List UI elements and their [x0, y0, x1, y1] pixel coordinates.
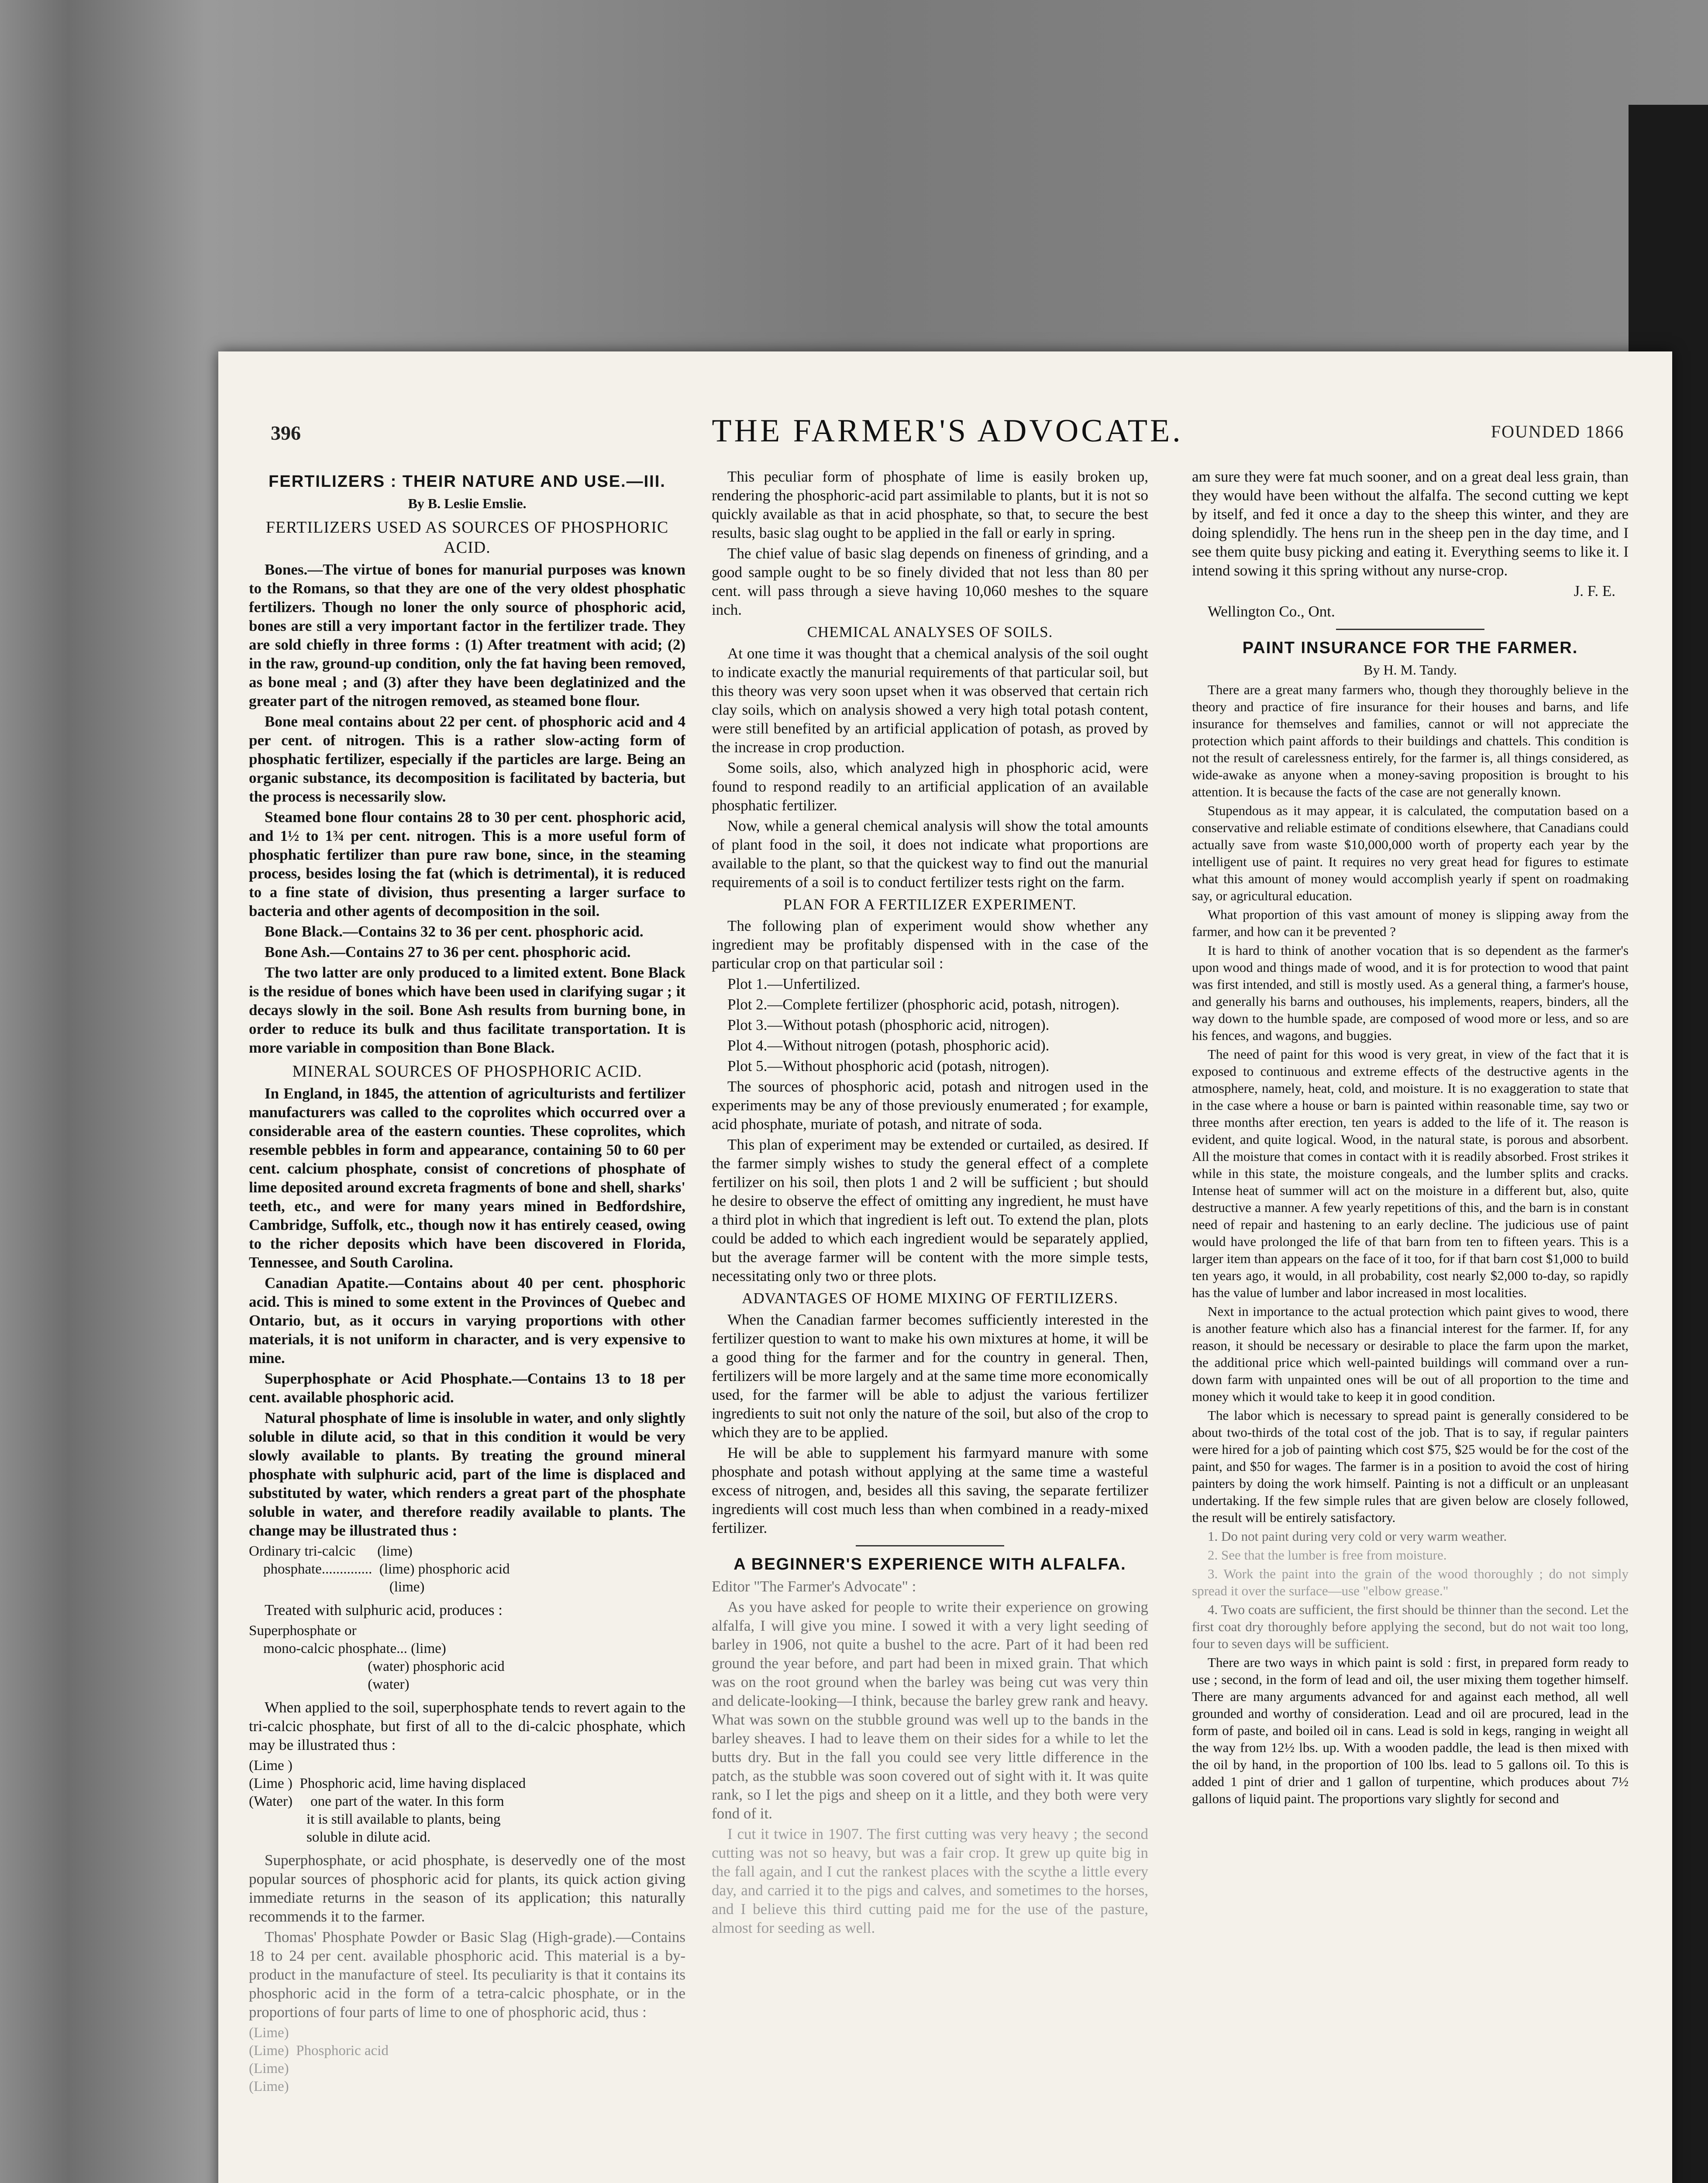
editor-salutation: Editor "The Farmer's Advocate" :	[712, 1578, 916, 1595]
paragraph-superphosphate: Superphosphate or Acid Phosphate.—Contains 13 to 18 per cent. available phosphoric acid.	[249, 1370, 685, 1406]
section-heading: ADVANTAGES OF HOME MIXING OF FERTILIZERS.	[742, 1290, 1118, 1307]
paragraph: The following plan of experiment would show whether any ingredient may be profitably dispensed with in the case of the particular crop on that particular soil :	[712, 917, 1148, 972]
paragraph-steamed-bone: Steamed bone flour contains 28 to 30 per cent. phosphoric acid, and 1½ to 1¾ per cent. nitrogen. This is a more useful form of phosphatic fertilizer than pure raw bone, since, in the steaming process, besides losing the fat (which is detrimental), it is reduced to a fine state of division, thus presenting a larger surface to bacteria and other agents of decomposition in the soil.	[249, 809, 685, 919]
plot-item: Plot 5.—Without phosphoric acid (potash, nitrogen).	[727, 1057, 1050, 1074]
paragraph: The sources of phosphoric acid, potash and nitrogen used in the experiments may be any of those previously enumerated ; for example, acid phosphate, muriate of potash, and nitrate of soda.	[712, 1078, 1148, 1133]
signature: J. F. E.	[1574, 582, 1615, 599]
article-title: FERTILIZERS : THEIR NATURE AND USE.—III.	[269, 472, 666, 491]
formula-tetracalcic: (Lime) (Lime) Phosphoric acid (Lime) (Lime)	[249, 2025, 389, 2094]
article-byline: By H. M. Tandy.	[1364, 662, 1457, 678]
rule-item: 4. Two coats are sufficient, the first should be thinner than the second. Let the first coat dry thoroughly before applying the second, but do not wait too long, four to seven days will be sufficient.	[1192, 1602, 1629, 1651]
paragraph: am sure they were fat much sooner, and on a great deal less grain, than they would have been without the alfalfa. The second cutting we kept by itself, and fed it once a day to the sheep this winter, and they are doing splendidly. The hens run in the sheep pen in the day time, and I see them quite busy picking and eating it. Everything seems to like it. I intend sowing it this spring without any nurse-crop.	[1192, 468, 1629, 579]
page-number: 396	[271, 422, 301, 444]
paragraph: Stupendous as it may appear, it is calculated, the computation based on a conservative and reliable estimate of conditions elsewhere, that Canadians could actually save from waste $10,000,000 worth of property each year by the intelligent use of paint. It requires no very great head for figures to estimate what this amount of money would accomplish yearly if spent on roadmaking say, or agricultural education.	[1192, 803, 1629, 903]
paragraph-bone-ash: Bone Ash.—Contains 27 to 36 per cent. phosphoric acid.	[265, 943, 631, 961]
plot-item: Plot 3.—Without potash (phosphoric acid, nitrogen).	[727, 1016, 1050, 1033]
column-middle	[712, 467, 1148, 2183]
paragraph: Some soils, also, which analyzed high in phosphoric acid, were found to respond readily to an artificial application of an available phosphatic fertilizer.	[712, 759, 1148, 814]
article-title: A BEGINNER'S EXPERIENCE WITH ALFALFA.	[733, 1555, 1126, 1574]
paragraph-bones: Bones.—The virtue of bones for manurial purposes was known to the Romans, so that they are one of the very oldest phosphatic fertilizers. Though no loner the only source of phosphoric acid, bones are still a very important factor in the fertilizer trade. They are sold chiefly in three forms : (1) After treatment with acid; (2) in the raw, ground-up condition, only the fat having been removed, as bone meal ; and (3) after they have been deglatinized and the greater part of the nitrogen removed, as steamed bone flour.	[249, 561, 685, 709]
paragraph-thomas: Thomas' Phosphate Powder or Basic Slag (High-grade).—Contains 18 to 24 per cent. available phosphoric acid. This material is a by-product in the manufacture of steel. Its peculiarity is that it contains its phosphoric acid in the form of a tetra-calcic phosphate, or in the proportions of four parts of lime to one of phosphoric acid, thus :	[249, 1928, 685, 2021]
newspaper-page	[218, 351, 1672, 2183]
paragraph: This peculiar form of phosphate of lime is easily broken up, rendering the phosphoric-acid part assimilable to plants, but it is not so quickly available as that in acid phosphate, so that, to secure the best results, basic slag ought to be applied in the fall or early in spring.	[712, 468, 1148, 541]
location: Wellington Co., Ont.	[1208, 603, 1335, 620]
plot-item: Plot 4.—Without nitrogen (potash, phosphoric acid).	[727, 1037, 1050, 1054]
paragraph: It is hard to think of another vocation that is so dependent as the farmer's upon wood and things made of wood, and it is for protection to wood that paint was first intended, and still is mostly used. As a general thing, a farmer's house, and generally his barns and outhouses, his implements, reapers, binders, all the way down to the humble spade, are composed of wood more or less, and so are his fences, and wagons, and buggies.	[1192, 943, 1629, 1043]
paragraph-when-applied: When applied to the soil, superphosphate tends to revert again to the tri-calcic phosphate, but first of all to the di-calcic phosphate, which may be illustrated thus :	[249, 1699, 685, 1753]
paragraph: There are two ways in which paint is sold : first, in prepared form ready to use ; second, in the form of lead and oil, the user mixing them together himself. There are many arguments advanced for and against each method, all well grounded and worthy of consideration. Lead and oil are procured, lead in the form of paste, and boiled oil in cans. Lead is sold in kegs, ranging in weight all the way from 12½ lbs. up. With a wooden paddle, the lead is then mixed with the oil by hand, in the proportion of 100 lbs. lead to 5 gallons oil. To this is added 1 pint of drier and 1 gallon of turpentine, which produces about 7½ gallons of liquid paint. The proportions vary slightly for second and	[1192, 1655, 1629, 1806]
paragraph-bone-black: Bone Black.—Contains 32 to 36 per cent. phosphoric acid.	[265, 923, 644, 940]
paragraph-treated: Treated with sulphuric acid, produces :	[265, 1601, 503, 1618]
paragraph: The need of paint for this wood is very great, in view of the fact that it is exposed to continuous and extreme effects of the destructive agents in the atmosphere, namely, heat, cold, and moisture. It is no exaggeration to state that in the case where a house or barn is painted within reasonable time, say two or three months after erection, ten years is added to the life of it. The reason is evident, and quite logical. Wood, in the natural state, is porous and absorbent. All the moisture that comes in contact with it is readily absorbed. Frost strikes it while in this state, the moisture congeals, and the lumber splits and cracks. Intense heat of summer will act on the moisture in a different but, also, quite destructive a manner. A few yearly repetitions of this, and the barn is in constant need of repair and hastening to an early decline. The judicious use of paint would have prolonged the life of that barn from ten to fifteen years. This is a larger item than appears on the face of it too, for if that barn cost $1,000 to build ten years ago, it would, in all probability, cost nearly $2,000 to-day, so rapidly has the value of lumber and labor increased in most localities.	[1192, 1047, 1629, 1300]
section-heading: PLAN FOR A FERTILIZER EXPERIMENT.	[783, 896, 1077, 913]
article-byline: By B. Leslie Emslie.	[408, 496, 527, 511]
paragraph-superphosphate-2: Superphosphate, or acid phosphate, is deservedly one of the most popular sources of phosphoric acid for plants, its quick action giving immediate returns in the season of its application; this naturally recommends it to the farmer.	[249, 1852, 685, 1925]
rule-item: 1. Do not paint during very cold or very warm weather.	[1208, 1529, 1507, 1544]
section-heading: MINERAL SOURCES OF PHOSPHORIC ACID.	[292, 1062, 642, 1081]
formula-dicalcic: (Lime ) (Lime ) Phosphoric acid, lime having displaced (Water) one part of the water. In this form it is still available to plants, being soluble in dilute acid.	[249, 1758, 526, 1845]
paragraph-bone-meal: Bone meal contains about 22 per cent. of phosphoric acid and 4 per cent. of nitrogen. This is a rather slow-acting form of phosphatic fertilizer, especially if the particles are large. Being an organic substance, its decomposition is facilitated by bacteria, but the process is necessarily slow.	[249, 713, 685, 805]
paragraph: Next in importance to the actual protection which paint gives to wood, there is another feature which also has a financial interest for the farmer. If, for any reason, it should be necessary or desirable to place the farm upon the market, the additional price which well-painted buildings will command over a run-down farm with unpainted ones will be out of all proportion to the time and money which it would take to keep it in good condition.	[1192, 1304, 1629, 1404]
masthead-title: THE FARMER'S ADVOCATE.	[712, 413, 1183, 449]
paragraph: The labor which is necessary to spread paint is generally considered to be about two-thirds of the total cost of the job. That is to say, if regular painters were hired for a job of painting which cost $75, $25 would be for the cost of the paint, and $50 for wages. The farmer is in a position to avoid the cost of hiring painters by doing the work himself. Painting is not a difficult or an unpleasant undertaking. If the few simple rules that are given below are closely followed, the result will be entirely satisfactory.	[1192, 1408, 1629, 1525]
rule-item: 3. Work the paint into the grain of the wood thoroughly ; do not simply spread it over the surface—use "elbow grease."	[1192, 1566, 1629, 1598]
section-heading: FERTILIZERS USED AS SOURCES OF PHOSPHORIC ACID.	[265, 518, 669, 557]
article-title: PAINT INSURANCE FOR THE FARMER.	[1242, 639, 1578, 657]
formula-tricalcic: Ordinary tri-calcic (lime) phosphate.............. (lime) phosphoric acid (lime)	[249, 1543, 510, 1595]
divider-rule	[1336, 629, 1484, 630]
plot-item: Plot 2.—Complete fertilizer (phosphoric acid, potash, nitrogen).	[727, 996, 1120, 1013]
formula-monocalcic: Superphosphate or mono-calcic phosphate... (lime) (water) phosphoric acid (water)	[249, 1623, 505, 1692]
paragraph-two-latter: The two latter are only produced to a limited extent. Bone Black is the residue of bones which have been used in clarifying sugar ; it decays slowly in the soil. Bone Ash results from burning bone, in order to reduce its bulk and thus facilitate transportation. It is more variable in composition than Bone Black.	[249, 964, 685, 1056]
paragraph: What proportion of this vast amount of money is slipping away from the farmer, and how can it be prevented ?	[1192, 907, 1629, 939]
column-right	[1192, 467, 1629, 2183]
divider-rule	[856, 1545, 1004, 1546]
masthead	[271, 413, 1624, 461]
paragraph: The chief value of basic slag depends on fineness of grinding, and a good sample ought to be so finely divided that not less than 80 per cent. will pass through a sieve having 10,060 meshes to the square inch.	[712, 545, 1148, 618]
paragraph: As you have asked for people to write their experience on growing alfalfa, I will give you mine. I sowed it with a very light seeding of barley in 1906, not quite a bushel to the acre. Part of it had been red ground the year before, and part had been in mixed grain. That which was on the root ground when the barley was being cut was very thin and delicate-looking—I think, because the barley grew rank and heavy. What was sown on the stubble ground was well up to the bands in the barley sheaves. I had to leave them on their sides for a while to let the butts dry. But in the fall you could see very little difference in the patch, as the stubble was soon covered out of sight with it. It was quite rank, so I let the pigs and sheep on it a little, and they both were very fond of it.	[712, 1598, 1148, 1822]
paragraph: There are a great many farmers who, though they thoroughly believe in the theory and practice of fire insurance for their houses and barns, and life insurance for themselves and families, cannot or will not appreciate the protection which paint affords to their buildings and chattels. This condition is not the result of carelessness entirely, for the farmer is, all things considered, as wide-awake as anyone when a money-saving proposition is brought to his attention. It is because the facts of the case are not generally known.	[1192, 682, 1629, 799]
paragraph: Now, while a general chemical analysis will show the total amounts of plant food in the soil, it does not indicate what proportions are available to the plant, so that the quickest way to find out the manurial requirements of a soil is to conduct fertilizer tests right on the farm.	[712, 817, 1148, 891]
paragraph: He will be able to supplement his farmyard manure with some phosphate and potash without applying at the same time a wasteful excess of nitrogen, and, besides all this saving, the separate fertilizer ingredients will cost much less than when combined in a ready-mixed fertilizer.	[712, 1444, 1148, 1536]
paragraph: This plan of experiment may be extended or curtailed, as desired. If the farmer simply wishes to study the general effect of a complete fertilizer on his soil, then plots 1 and 2 will be sufficient ; but should he desire to observe the effect of omitting any ingredient, he must have a third plot in which that ingredient is left out. To extend the plan, plots could be added to which each ingredient would be separately applied, but the average farmer will be content with the more simple tests, necessitating only two or three plots.	[712, 1136, 1148, 1284]
paragraph: I cut it twice in 1907. The first cutting was very heavy ; the second cutting was not so heavy, but was a fair crop. It grew up quite big in the fall again, and I cut the rankest places with the scythe a little every day, and carried it to the pigs and calves, and sometimes to the horses, and I believe this third cutting paid me for the use of the pasture, almost for seeding as well.	[712, 1825, 1148, 1936]
section-heading: CHEMICAL ANALYSES OF SOILS.	[807, 623, 1053, 640]
paragraph-natural: Natural phosphate of lime is insoluble in water, and only slightly soluble in dilute acid, so that in this condition it would be very slowly available to plants. By treating the ground mineral phosphate with sulphuric acid, part of the lime is displaced and substituted by water, which renders a great part of the phosphate soluble in water, and therefore readily available to plants. The change may be illustrated thus :	[249, 1409, 685, 1539]
column-left	[249, 467, 685, 2183]
paragraph-apatite: Canadian Apatite.—Contains about 40 per cent. phosphoric acid. This is mined to some extent in the Provinces of Quebec and Ontario, but, as it occurs in varying proportions with other materials, it is not uniform in character, and is very expensive to mine.	[249, 1274, 685, 1367]
paragraph-england: In England, in 1845, the attention of agriculturists and fertilizer manufacturers was called to the coprolites which occurred over a considerable area of the eastern counties. These coprolites, which resemble pebbles in form and appearance, containing 50 to 60 per cent. calcium phosphate, consist of concretions of phosphate of lime deposited around excreta fragments of bone and shell, sharks' teeth, etc., and were for many years mined in Bedfordshire, Cambridge, Suffolk, etc., though now it has entirely ceased, owing to the richer deposits which have been discovered in Florida, Tennessee, and South Carolina.	[249, 1085, 685, 1271]
paragraph: At one time it was thought that a chemical analysis of the soil ought to indicate exactly the manurial requirements of that particular soil, but this theory was very soon upset when it was observed that certain rich clay soils, which on analysis showed a very high total potash content, were still benefited by an artificial application of potash, as proved by the increase in crop production.	[712, 645, 1148, 756]
founded-date: FOUNDED 1866	[1491, 422, 1624, 441]
rule-item: 2. See that the lumber is free from moisture.	[1208, 1547, 1447, 1563]
plot-item: Plot 1.—Unfertilized.	[727, 975, 861, 992]
paragraph: When the Canadian farmer becomes sufficiently interested in the fertilizer question to want to make his own mixtures at home, it will be a good thing for the farmer and for the country in general. Then, fertilizers will be more largely and at the same time more economically used, for the farmer will be able to adjust the various fertilizer ingredients to suit not only the nature of the soil, but also of the crop to which they are to be applied.	[712, 1311, 1148, 1441]
